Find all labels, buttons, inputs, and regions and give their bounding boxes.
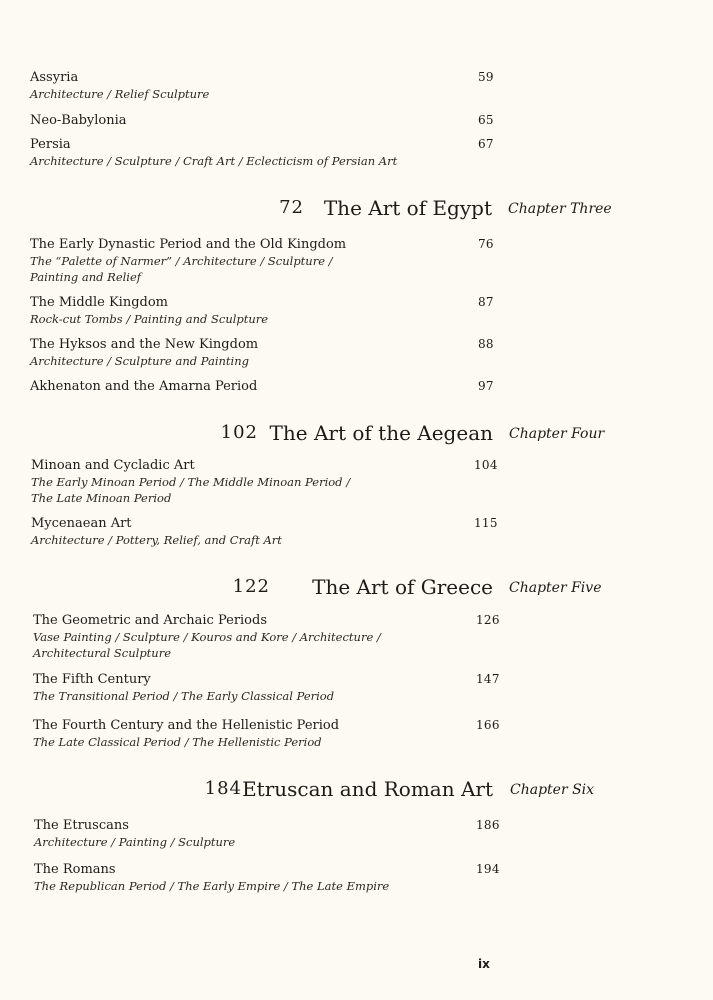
section-subtopics-cont: Architectural Sculpture	[33, 646, 172, 660]
chapter-page-number: 102	[220, 422, 258, 443]
chapter-page-number: 72	[279, 197, 304, 218]
page-number: 115	[474, 516, 498, 530]
section-title: Minoan and Cycladic Art	[31, 458, 195, 473]
toc-entry-etruscans	[34, 817, 504, 850]
toc-entry-assyria	[30, 69, 500, 102]
section-subtopics: The Republican Period / The Early Empire / The Late Empire	[34, 879, 390, 893]
section-subtopics: Architecture / Pottery, Relief, and Craft Art	[31, 533, 282, 547]
section-title: Neo-Babylonia	[30, 113, 127, 128]
page-number: 147	[476, 672, 500, 686]
toc-entry-geometric	[33, 612, 503, 661]
section-title: Mycenaean Art	[31, 516, 132, 531]
section-subtopics: Architecture / Painting / Sculpture	[34, 835, 236, 849]
toc-entry-romans	[34, 861, 504, 894]
section-subtopics-cont: Painting and Relief	[30, 270, 142, 284]
chapter-page-number: 122	[232, 576, 270, 597]
toc-entry-neo-babylonia	[30, 112, 500, 129]
chapter-title: The Art of Greece	[312, 575, 493, 599]
section-subtopics: Architecture / Sculpture and Painting	[30, 354, 249, 368]
section-subtopics: Architecture / Sculpture / Craft Art / Eclecticism of Persian Art	[30, 154, 398, 168]
section-title: The Hyksos and the New Kingdom	[30, 337, 259, 352]
chapter-label: Chapter Five	[509, 580, 602, 596]
toc-entry-middle-kingdom	[30, 294, 500, 327]
section-subtopics: The Late Classical Period / The Hellenistic Period	[33, 735, 322, 749]
chapter-title: The Art of Egypt	[323, 196, 492, 220]
section-title: The Middle Kingdom	[30, 295, 169, 310]
section-title: The Geometric and Archaic Periods	[33, 613, 268, 628]
chapter-title: Etruscan and Roman Art	[242, 777, 493, 801]
section-subtopics-cont: The Late Minoan Period	[31, 491, 172, 505]
section-subtopics: Architecture / Relief Sculpture	[30, 87, 210, 101]
section-title: Persia	[30, 137, 71, 152]
toc-entry-minoan	[31, 457, 501, 506]
toc-entry-akhenaton	[30, 378, 500, 395]
section-title: The Early Dynastic Period and the Old Kingdom	[30, 237, 347, 252]
page-number: 76	[478, 237, 494, 251]
chapter-label: Chapter Four	[509, 426, 605, 442]
page-number: 126	[476, 613, 500, 627]
section-title: The Fourth Century and the Hellenistic Period	[33, 718, 340, 733]
chapter-title: The Art of the Aegean	[269, 421, 493, 445]
page-number: 88	[478, 337, 494, 351]
page-number: 65	[478, 113, 494, 127]
section-subtopics: The Transitional Period / The Early Classical Period	[33, 689, 335, 703]
section-subtopics: The Early Minoan Period / The Middle Minoan Period /	[31, 475, 351, 489]
toc-entry-persia	[30, 136, 500, 169]
section-title: The Etruscans	[34, 818, 129, 833]
toc-entry-mycenaean	[31, 515, 501, 548]
toc-entry-fourth-century	[33, 717, 503, 750]
page-number: 166	[476, 718, 500, 732]
folio-page-number: ix	[478, 957, 490, 971]
page-number: 104	[474, 458, 498, 472]
page-number: 87	[478, 295, 494, 309]
page-number: 186	[476, 818, 500, 832]
section-title: The Fifth Century	[33, 672, 151, 687]
section-subtopics: Vase Painting / Sculpture / Kouros and Kore / Architecture /	[33, 630, 381, 644]
page-number: 67	[478, 137, 494, 151]
page-number: 97	[478, 379, 494, 393]
chapter-label: Chapter Three	[508, 201, 612, 217]
page-number: 194	[476, 862, 500, 876]
section-subtopics: The “Palette of Narmer” / Architecture / Sculpture /	[30, 254, 333, 268]
toc-entry-early-dynastic	[30, 236, 500, 285]
section-subtopics: Rock-cut Tombs / Painting and Sculpture	[30, 312, 269, 326]
chapter-label: Chapter Six	[510, 782, 595, 798]
section-title: The Romans	[34, 862, 116, 877]
section-title: Assyria	[30, 70, 79, 85]
page-number: 59	[478, 70, 494, 84]
chapter-page-number: 184	[204, 778, 242, 799]
toc-entry-fifth-century	[33, 671, 503, 704]
section-title: Akhenaton and the Amarna Period	[30, 379, 258, 394]
toc-entry-hyksos	[30, 336, 500, 369]
